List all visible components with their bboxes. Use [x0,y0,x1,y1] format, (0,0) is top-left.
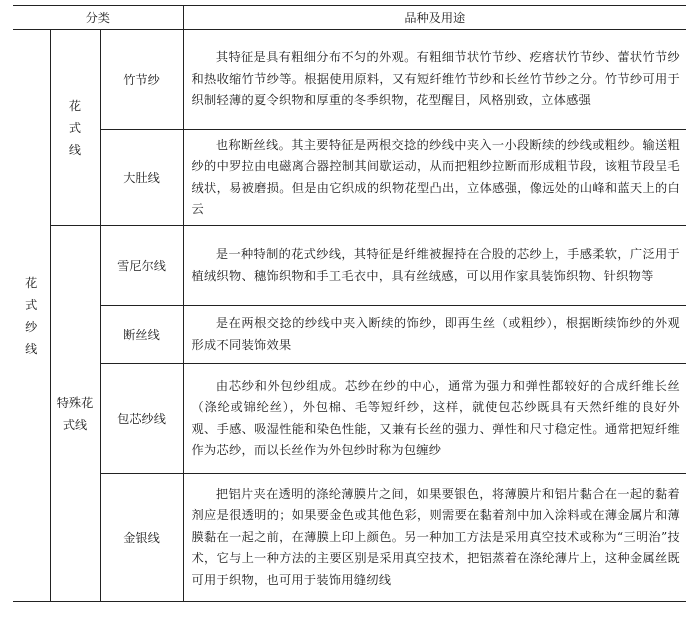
item-name-cell [100,364,183,474]
item-name-cell [100,226,183,306]
group-cell-special [50,226,100,602]
item-name-cell [100,306,183,364]
table-row [13,30,686,130]
item-desc-cell [183,474,686,602]
item-desc-cell [183,364,686,474]
item-name: 金银线 [123,531,160,545]
table-header-row [13,6,686,30]
item-name-cell [100,30,183,130]
item-desc-cell [183,30,686,130]
table-row [13,226,686,306]
item-desc: 是一种特制的花式纱线，其特征是纤维被握持在合股的芯纱上，手感柔软，广泛用于植绒织物、穗饰织物和手工毛衣中，具有丝绒感，可以用作家具装饰织物、针织物等 [191,247,681,283]
item-desc-cell [183,226,686,306]
table-row [13,364,686,474]
group-cell-fancy [50,30,100,226]
item-name-cell [100,474,183,602]
item-desc: 由芯纱和外包纱组成。芯纱在纱的中心，通常为强力和弹性都较好的合成纤维长丝（涤纶或锦纶丝），外包棉、毛等短纤纱，这样，就使包芯纱既具有天然纤维的良好外观、手感、吸湿性能和染色性能，又兼有长丝的强力、弹性和尺寸稳定性。通常把短纤维作为芯纱，而以长丝作为外包纱时称为包缠纱 [191,378,681,457]
top-category-cell [13,30,50,602]
item-desc: 其特征是具有粗细分布不匀的外观。有粗细节状竹节纱、疙瘩状竹节纱、蕾状竹节纱和热收缩竹节纱等。根据使用原料，又有短纤维竹节纱和长丝竹节纱之分。竹节纱可用于织制轻薄的夏令织物和厚重的冬季织物，花型醒目，风格别致，立体感强 [191,50,681,108]
item-name: 竹节纱 [123,73,160,87]
table-row [13,306,686,364]
table-row [13,130,686,226]
group-label-fancy: 花式线 [68,98,82,157]
item-desc: 也称断丝线。其主要特征是两根交捻的纱线中夹入一小段断续的纱线或粗纱。输送粗纱的中罗拉由电磁离合器控制其间歇运动，从而把粗纱拉断而形成粗节段，该粗节段呈毛绒状，易被磨损。但是由它织成的织物花型凸出，立体感强，像远处的山峰和蓝天上的白云 [191,137,681,216]
item-name: 雪尼尔线 [117,259,166,273]
group-label-special: 特殊花式线 [56,395,94,432]
item-desc-cell [183,130,686,226]
item-name: 断丝线 [123,328,160,342]
top-category-label: 花式纱线 [25,275,38,356]
item-desc: 把铝片夹在透明的涤纶薄膜片之间，如果要银色，将薄膜片和铝片黏合在一起的黏着剂应是很透明的；如果要金色或其他色彩，则需要在黏着剂中加入涂料或在薄金属片和薄膜黏在一起之前，在薄膜上印上颜色。另一种加工方法是采用真空技术或称为“三明治”技术，它与上一种方法的主要区别是采用真空技术，把铝蒸着在涤纶薄片上，这种金属丝既可用于织物，也可用于装饰用缝纫线 [191,486,681,587]
item-name: 包芯纱线 [117,412,166,426]
header-category: 分类 [13,6,183,30]
item-name: 大肚线 [123,171,160,185]
item-desc-cell [183,306,686,364]
table-row [13,474,686,602]
item-desc: 是在两根交捻的纱线中夹入断续的饰纱，即再生丝（或粗纱），根据断续饰纱的外观形成不同装饰效果 [191,316,681,352]
item-name-cell [100,130,183,226]
header-usage: 品种及用途 [183,6,686,30]
yarn-table [13,5,686,602]
